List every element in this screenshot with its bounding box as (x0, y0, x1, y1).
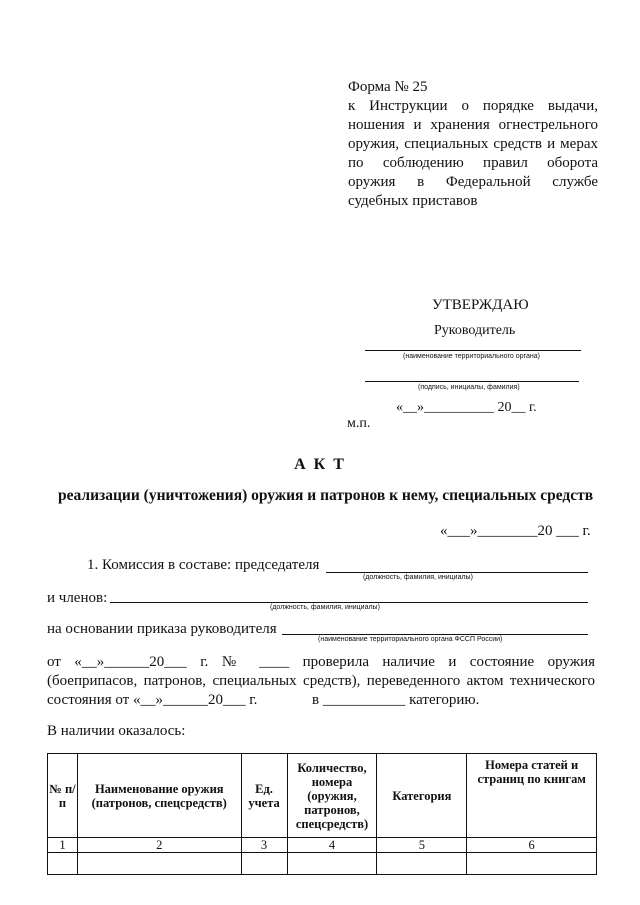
caption-members: (должность, фамилия, инициалы) (270, 604, 380, 611)
table-row[interactable] (48, 853, 597, 875)
form-ref-line-1: к Инструкции о порядке выдачи, (348, 98, 598, 114)
table-cell[interactable] (241, 853, 287, 875)
form-number: Форма № 25 (348, 79, 428, 95)
members-line[interactable] (110, 602, 588, 603)
act-line-3-left: состояния от «__»______20___ г. (47, 692, 258, 708)
caption-order: (наименование территориального органа ФССП России) (318, 636, 503, 643)
caption-signature: (подпись, инициалы, фамилия) (418, 384, 520, 391)
caption-chairman: (должность, фамилия, инициалы) (363, 574, 473, 581)
col-number-2: 2 (77, 838, 241, 853)
order-label: на основании приказа руководителя (47, 621, 277, 637)
members-label: и членов: (47, 590, 108, 606)
table-header-row (48, 754, 597, 838)
form-ref-line-5: оружия в Федеральной службе (348, 174, 598, 190)
availability-label: В наличии оказалось: (47, 723, 186, 739)
form-reference-block (348, 78, 598, 211)
col-header-quantity: Количество, номера (оружия, патронов, спецсредств) (287, 754, 377, 838)
table-cell[interactable] (467, 853, 597, 875)
table-cell[interactable] (48, 853, 78, 875)
form-ref-line-2: ношения и хранения огнестрельного (348, 117, 598, 133)
col-number-1: 1 (48, 838, 78, 853)
caption-org: (наименование территориального органа) (403, 353, 540, 360)
form-ref-line-3: оружия, специальных средств и мерах (348, 136, 598, 152)
chairman-line[interactable] (326, 572, 588, 573)
col-number-6: 6 (467, 838, 597, 853)
table-cell[interactable] (287, 853, 377, 875)
inventory-table (47, 753, 597, 875)
col-header-number: № п/п (48, 754, 78, 838)
form-ref-line-6: судебных приставов (348, 193, 478, 209)
document-title: А К Т (294, 456, 346, 473)
act-line-3-right: в ___________ категорию. (312, 692, 480, 708)
stamp-place: м.п. (347, 416, 371, 431)
org-name-line[interactable] (365, 350, 581, 351)
col-number-5: 5 (377, 838, 467, 853)
col-number-4: 4 (287, 838, 377, 853)
act-line-2: (боеприпасов, патронов, специальных средств), переведенного актом технического (47, 673, 595, 689)
act-line-1: от «__»______20___ г. № ____ проверила наличие и состояние оружия (47, 654, 595, 670)
col-header-book-pages: Номера статей и страниц по книгам (467, 754, 597, 838)
col-header-category: Категория (377, 754, 467, 838)
head-title: Руководитель (434, 323, 516, 338)
signature-line[interactable] (365, 381, 579, 382)
form-ref-line-4: по соблюдению правил оборота (348, 155, 598, 171)
order-line[interactable] (282, 634, 588, 635)
table-cell[interactable] (377, 853, 467, 875)
act-date[interactable]: «___»________20 ___ г. (440, 523, 591, 539)
col-header-name: Наименование оружия (патронов, спецсредств) (77, 754, 241, 838)
col-number-3: 3 (241, 838, 287, 853)
approval-date[interactable]: «__»__________ 20__ г. (396, 400, 537, 415)
commission-label: 1. Комиссия в составе: председателя (87, 557, 320, 573)
table-numbering-row (48, 838, 597, 853)
approve-heading: УТВЕРЖДАЮ (432, 297, 529, 313)
document-subtitle: реализации (уничтожения) оружия и патронов к нему, специальных средств (58, 487, 594, 504)
col-header-unit: Ед. учета (241, 754, 287, 838)
table-cell[interactable] (77, 853, 241, 875)
